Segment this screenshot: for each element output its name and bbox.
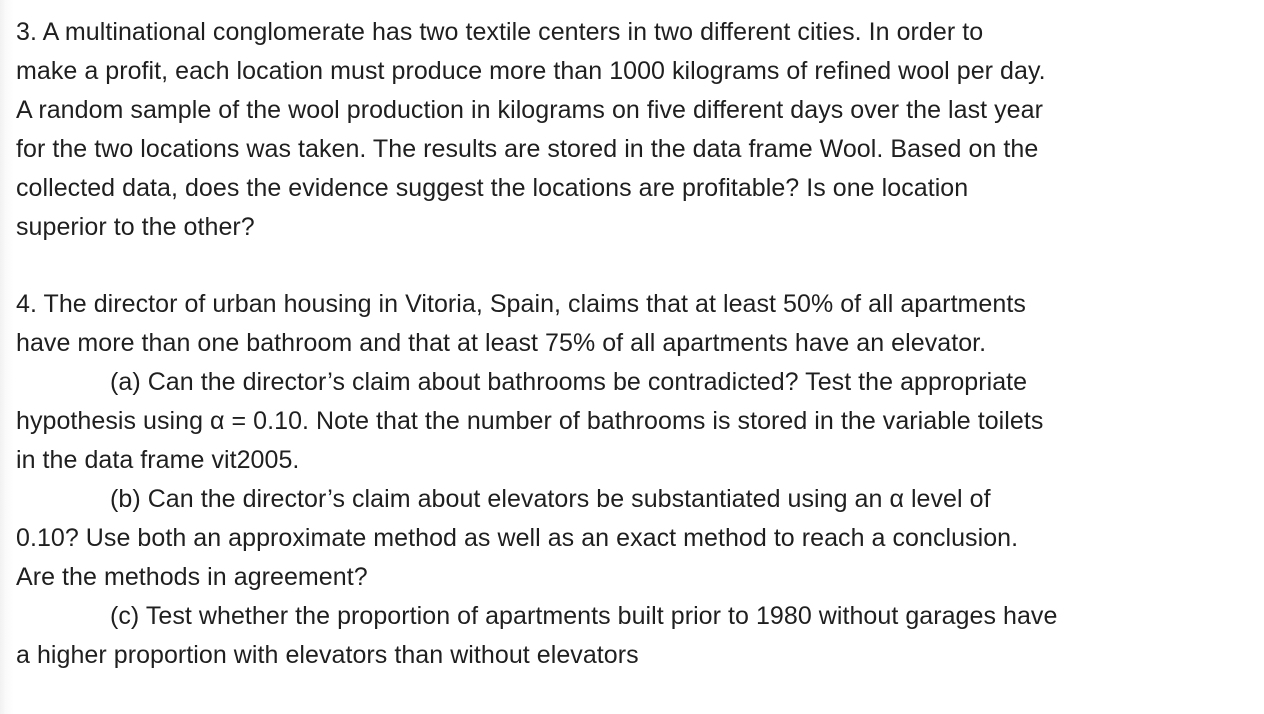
paragraph-spacer xyxy=(16,247,1264,285)
question-3-line: for the two locations was taken. The results are stored in the data frame Wool. Based on the xyxy=(16,135,1039,163)
part-a-line: hypothesis using α = 0.10. Note that the number of bathrooms is stored in the variable toilets xyxy=(16,407,1044,435)
question-4 xyxy=(16,285,1264,675)
question-4-part-c xyxy=(16,597,1264,675)
question-4-intro-line: 4. The director of urban housing in Vitoria, Spain, claims that at least 50% of all apartments xyxy=(16,290,1026,318)
question-3 xyxy=(16,13,1264,247)
question-3-line: 3. A multinational conglomerate has two textile centers in two different cities. In order to xyxy=(16,18,984,46)
part-a-line: in the data frame vit2005. xyxy=(16,446,300,474)
part-b-line: 0.10? Use both an approximate method as well as an exact method to reach a conclusion. xyxy=(16,524,1019,552)
question-4-part-a xyxy=(16,363,1264,480)
question-3-line: A random sample of the wool production in kilograms on five different days over the last year xyxy=(16,96,1043,124)
part-b-line: (b) Can the director’s claim about elevators be substantiated using an α level of xyxy=(110,485,991,513)
part-a-line: (a) Can the director’s claim about bathrooms be contradicted? Test the appropriate xyxy=(110,368,1028,396)
question-4-part-b xyxy=(16,480,1264,597)
question-4-intro-line: have more than one bathroom and that at least 75% of all apartments have an elevator. xyxy=(16,329,987,357)
question-3-line: superior to the other? xyxy=(16,213,255,241)
part-c-line: (c) Test whether the proportion of apartments built prior to 1980 without garages have xyxy=(110,602,1058,630)
question-3-line: collected data, does the evidence suggest the locations are profitable? Is one location xyxy=(16,174,969,202)
part-b-line: Are the methods in agreement? xyxy=(16,563,368,591)
question-3-line: make a profit, each location must produce more than 1000 kilograms of refined wool per day. xyxy=(16,57,1046,85)
part-c-line: a higher proportion with elevators than without elevators xyxy=(16,641,639,669)
